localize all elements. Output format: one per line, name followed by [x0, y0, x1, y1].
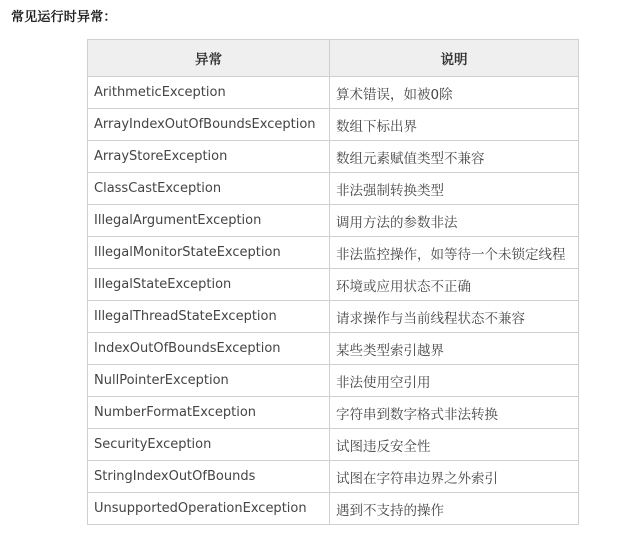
exception-description: 数组元素赋值类型不兼容: [330, 141, 579, 173]
table-row: [88, 301, 579, 333]
table-row: [88, 397, 579, 429]
exception-description: 非法监控操作，如等待一个未锁定线程: [330, 237, 579, 269]
exception-name: IllegalArgumentException: [88, 205, 330, 237]
exception-description: 遇到不支持的操作: [330, 493, 579, 525]
exception-description: 算术错误，如被0除: [330, 77, 579, 109]
table-row: [88, 333, 579, 365]
exception-name: IllegalThreadStateException: [88, 301, 330, 333]
exception-description: 数组下标出界: [330, 109, 579, 141]
exceptions-table: [87, 39, 579, 525]
table-row: [88, 237, 579, 269]
exception-name: IndexOutOfBoundsException: [88, 333, 330, 365]
exception-description: 调用方法的参数非法: [330, 205, 579, 237]
exception-description: 字符串到数字格式非法转换: [330, 397, 579, 429]
exception-description: 试图在字符串边界之外索引: [330, 461, 579, 493]
table-row: [88, 109, 579, 141]
exception-name: ClassCastException: [88, 173, 330, 205]
exception-name: StringIndexOutOfBounds: [88, 461, 330, 493]
header-description: 说明: [330, 40, 579, 77]
exception-description: 某些类型索引越界: [330, 333, 579, 365]
table-row: [88, 269, 579, 301]
exception-description: 环境或应用状态不正确: [330, 269, 579, 301]
exception-name: UnsupportedOperationException: [88, 493, 330, 525]
table-row: [88, 461, 579, 493]
exception-name: SecurityException: [88, 429, 330, 461]
table-row: [88, 77, 579, 109]
exception-name: NullPointerException: [88, 365, 330, 397]
table-row: [88, 493, 579, 525]
exception-description: 请求操作与当前线程状态不兼容: [330, 301, 579, 333]
header-exception: 异常: [88, 40, 330, 77]
table-row: [88, 429, 579, 461]
table-row: [88, 365, 579, 397]
exception-name: NumberFormatException: [88, 397, 330, 429]
exception-description: 非法强制转换类型: [330, 173, 579, 205]
exception-description: 试图违反安全性: [330, 429, 579, 461]
exception-description: 非法使用空引用: [330, 365, 579, 397]
exception-name: ArrayIndexOutOfBoundsException: [88, 109, 330, 141]
table-header-row: [88, 40, 579, 77]
table-row: [88, 205, 579, 237]
page-heading: 常见运行时异常：: [11, 10, 117, 25]
exception-name: IllegalMonitorStateException: [88, 237, 330, 269]
exception-name: ArrayStoreException: [88, 141, 330, 173]
exception-name: IllegalStateException: [88, 269, 330, 301]
table-row: [88, 173, 579, 205]
exception-name: ArithmeticException: [88, 77, 330, 109]
table-row: [88, 141, 579, 173]
